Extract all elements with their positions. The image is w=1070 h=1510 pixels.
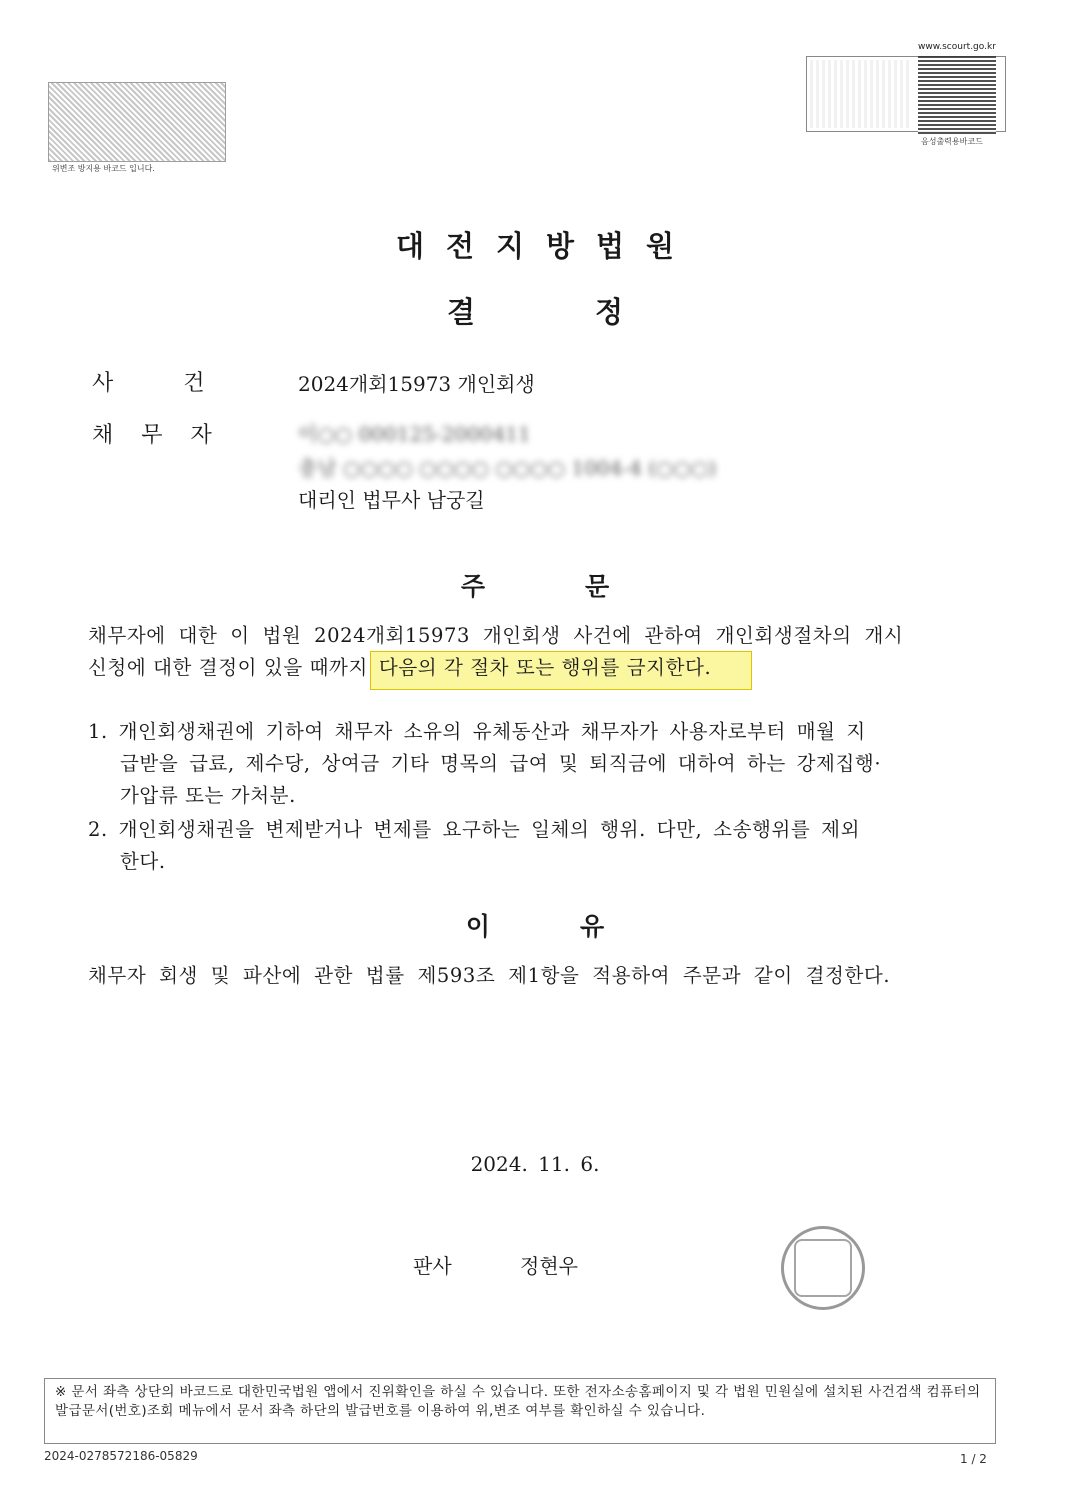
- debtor-address-redacted: 충남 ○○○○ ○○○○ ○○○○ 1004-4 (○○○): [298, 456, 717, 480]
- highlighted-prohibition: 다음의 각 절차 또는 행위를 금지한다.: [370, 651, 752, 690]
- verification-notice: ※ 문서 좌측 상단의 바코드로 대한민국법원 앱에서 진위확인을 하실 수 있습니다. 또한 전자소송홈페이지 및 각 법원 민원실에 설치된 사건검색 컴퓨터의 발급문서(번호)조회 메뉴에서 문서 좌측 하단의 발급번호를 이용하여 위,변조 여부를 확인하실 수 있습니다.: [44, 1378, 996, 1444]
- site-url: www.scourt.go.kr: [918, 42, 996, 52]
- audio-barcode-caption: 음성출력용바코드: [921, 137, 983, 146]
- order-item-1-line-2: 급받을 급료, 제수당, 상여금 기타 명목의 급여 및 퇴직금에 대하여 하는 강제집행·: [120, 752, 882, 775]
- audio-barcode: [918, 54, 996, 134]
- debtor-id-redacted: 이○○ 000125-2000411: [298, 422, 531, 446]
- order-item-2-line-1: 2. 개인회생채권을 변제받거나 변제를 요구하는 일체의 행위. 다만, 소송행위를 제외: [88, 818, 861, 841]
- order-line-2-prefix: 신청에 대한 결정이 있을 때까지: [88, 656, 368, 679]
- order-item-1-line-3: 가압류 또는 가처분.: [120, 784, 296, 807]
- page-number: 1 / 2: [960, 1452, 987, 1466]
- judge-name: 정현우: [520, 1254, 578, 1278]
- judge-seal-icon: [781, 1226, 865, 1310]
- court-name: 대전지방법원: [395, 229, 697, 263]
- order-item-2-line-2: 한다.: [120, 850, 166, 873]
- audio-barcode-blur: [810, 60, 910, 128]
- decision-date: 2024. 11. 6.: [470, 1152, 600, 1176]
- debtor-agent: 대리인 법무사 남궁길: [298, 488, 485, 512]
- case-value: 2024개회15973 개인회생: [298, 372, 535, 396]
- seal-inner: [794, 1239, 852, 1297]
- reason-text: 채무자 회생 및 파산에 관한 법률 제593조 제1항을 적용하여 주문과 같이 결정한다.: [88, 964, 891, 987]
- barcode-caption: 위변조 방지용 바코드 입니다.: [52, 164, 155, 173]
- debtor-label: 채무자: [92, 423, 240, 448]
- order-line-1: 채무자에 대한 이 법원 2024개회15973 개인회생 사건에 관하여 개인회생절차의 개시: [88, 624, 904, 647]
- order-heading: 주문: [460, 572, 710, 601]
- document-title: 결정: [446, 295, 744, 329]
- order-line-2: [88, 652, 752, 680]
- verification-barcode: [48, 82, 226, 162]
- issue-number: 2024-0278572186-05829: [44, 1449, 198, 1463]
- reason-heading: 이유: [465, 912, 695, 941]
- order-item-1-line-1: 1. 개인회생채권에 기하여 채무자 소유의 유체동산과 채무자가 사용자로부터 매월 지: [88, 720, 866, 743]
- judge-label: 판사: [413, 1254, 452, 1278]
- case-label: 사건: [92, 371, 275, 396]
